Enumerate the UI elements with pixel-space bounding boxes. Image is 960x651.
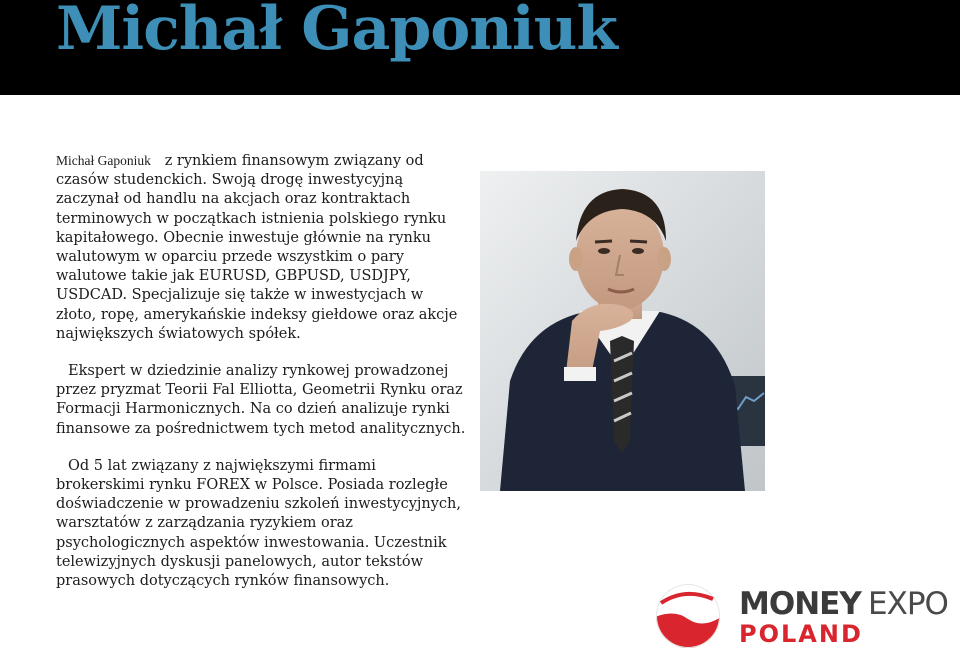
logo-word-poland: POLAND <box>739 620 863 648</box>
bio-paragraph-1 <box>56 151 466 344</box>
bio-paragraph-1-text: z rynkiem finansowym związany od czasów studenckich. Swoją drogę inwestycyjną zaczynał od handlu na akcjach oraz kontraktach terminowych w początkach istnienia polskiego rynku kapitałowego. Obecnie inwestuje głównie na rynku walutowym w oparciu przede wszystkim o pary walutowe takie jak EURUSD, GBPUSD, USDJPY, USDCAD. Specjalizuje się także w inwestycjach w złoto, ropę, amerykańskie indeksy giełdowe oraz akcje największych światowych spółek. <box>56 153 458 342</box>
polish-flag-icon <box>655 583 721 649</box>
logo-word-money: MONEY <box>739 586 861 622</box>
bio-paragraph-3-text: Od 5 lat związany z największymi firmami brokerskimi rynku FOREX w Polsce. Posiada rozległe doświadczenie w prowadzeniu szkoleń inwestycyjnych, warsztatów z zarządzania ryzykiem oraz psychologicznych aspektów inwestowania. Uczestnik telewizyjnych dyskusji panelowych, autor tekstów prasowych dotyczących rynków finansowych. <box>56 457 461 590</box>
money-expo-logo <box>655 583 960 651</box>
portrait-photo <box>480 171 765 491</box>
bio-paragraph-2-text: Ekspert w dziedzinie analizy rynkowej prowadzonej przez pryzmat Teorii Fal Elliotta, Geometrii Rynku oraz Formacji Harmonicznych. Na co dzień analizuje rynki finansowe za pośrednictwem tych metod analitycznych. <box>56 363 466 437</box>
bio-paragraph-3 <box>56 457 466 591</box>
bio-name: Michał Gaponiuk <box>56 153 151 168</box>
bio-text <box>56 151 466 591</box>
bio-paragraph-2 <box>56 362 466 439</box>
header-bar <box>0 0 960 95</box>
logo-word-expo: EXPO <box>868 586 948 622</box>
portrait-illustration <box>480 171 765 491</box>
page-title: Michał Gaponiuk <box>56 0 617 64</box>
